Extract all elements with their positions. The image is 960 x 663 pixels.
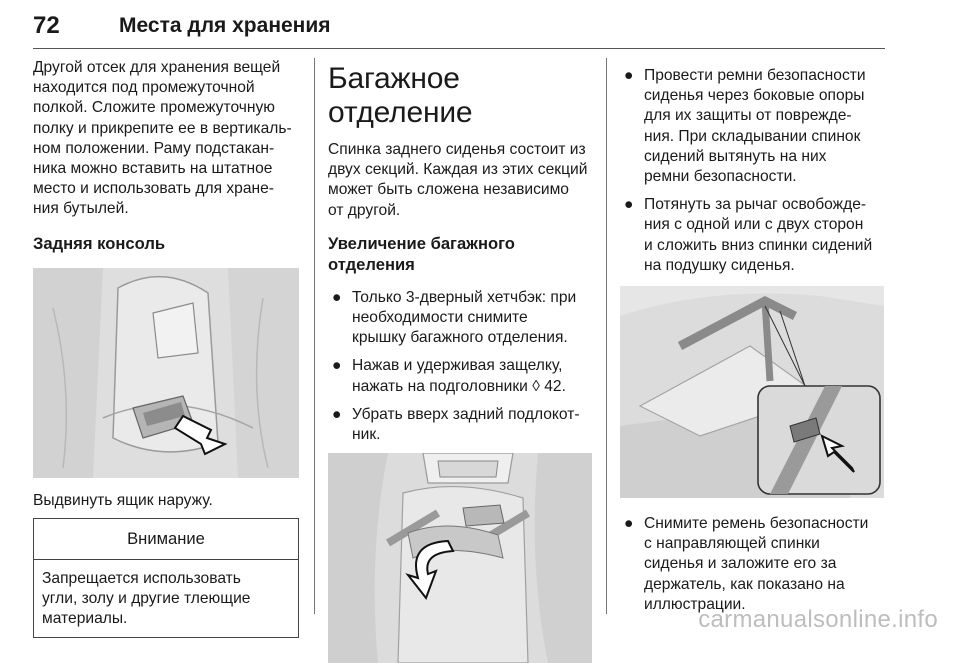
- trunk-intro-paragraph: Спинка заднего сиденья состоит из двух секций. Каждая из этих секций может быть сложена независимо от другой.: [328, 141, 588, 219]
- list-item: ● Потянуть за рычаг освобожде- ния с одной или с двух сторон и сложить вниз спинки сидений на подушку сиденья.: [624, 196, 873, 274]
- notice-title: Внимание: [34, 519, 298, 560]
- list-item: ● Только 3-дверный хетчбэк: при необходимости снимите крышку багажного отделения.: [332, 288, 577, 347]
- page-header: [33, 0, 885, 49]
- column-3: [620, 66, 886, 615]
- bullet-icon: ●: [624, 196, 634, 214]
- list-item: ● Нажав и удерживая защелку, нажать на подголовники ◊ 42.: [332, 357, 566, 395]
- column-2: [328, 62, 592, 663]
- list-item: ● Провести ремни безопасности сиденья через боковые опоры для их защиты от поврежде- ния. При складывании спинок сидений вытянуть на них ремни безопасности.: [624, 67, 866, 186]
- storage-intro-paragraph: Другой отсек для хранения вещей находится под промежуточной полкой. Сложите промежуточную полку и прикрепите ее в вертикаль- ном положении. Раму подстакан- ника можно вставить на штатное место и использовать для хране- ния бутылей.: [33, 59, 292, 218]
- bullet-icon: ●: [624, 515, 634, 533]
- watermark: carmanualsonline.info: [698, 606, 938, 633]
- bullet-icon: ●: [624, 67, 634, 84]
- section-title: Багажное отделение: [328, 62, 473, 129]
- page-header-title: Места для хранения: [119, 14, 331, 37]
- armrest-illustration: [328, 453, 592, 663]
- notice-text: Запрещается использовать угли, золу и другие тлеющие материалы.: [42, 569, 251, 628]
- page-number: 72: [33, 12, 60, 39]
- rear-console-heading: Задняя консоль: [33, 233, 166, 253]
- rear-console-illustration: [33, 268, 299, 478]
- figure-caption: Выдвинуть ящик наружу.: [33, 491, 213, 509]
- bullet-icon: ●: [332, 357, 342, 375]
- list-item: ● Снимите ремень безопасности с направляющей спинки сиденья и заложите его за держатель, как показано на иллюстрации.: [624, 515, 869, 613]
- column-divider: [606, 58, 607, 614]
- column-divider: [314, 58, 315, 614]
- bullet-icon: ●: [332, 405, 342, 423]
- column-1: [33, 58, 299, 638]
- list-item: ● Убрать вверх задний подлокот- ник.: [332, 405, 580, 444]
- enlarge-trunk-heading: Увеличение багажного отделения: [328, 233, 515, 274]
- seatbelt-illustration: [620, 286, 884, 498]
- bullet-icon: ●: [332, 288, 342, 306]
- warning-notice: [33, 518, 299, 639]
